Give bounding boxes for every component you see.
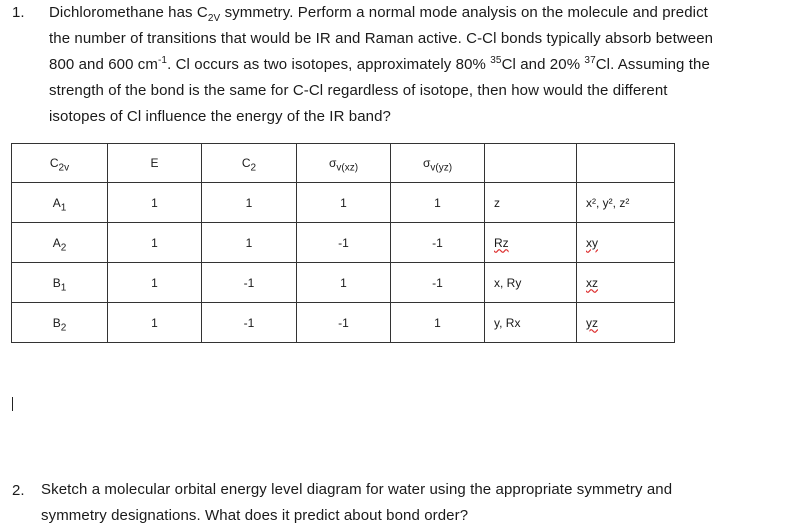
char-sv-yz: 1	[391, 303, 485, 343]
c2v-character-table	[11, 143, 675, 343]
char-sv-xz: -1	[297, 303, 391, 343]
char-sv-xz: 1	[297, 263, 391, 303]
question-2-line-1: Sketch a molecular orbital energy level diagram for water using the appropriate symmetry and	[41, 481, 673, 498]
question-1-line-5: isotopes of Cl influence the energy of the IR band?	[49, 108, 391, 125]
text-cursor[interactable]	[12, 397, 13, 411]
header-quadratic	[577, 144, 675, 183]
char-c2: -1	[202, 303, 297, 343]
char-c2: 1	[202, 223, 297, 263]
question-2-line-2: symmetry designations. What does it predict about bond order?	[41, 507, 469, 524]
question-2-number: 2.	[12, 482, 25, 499]
linear-functions: y, Rx	[485, 303, 577, 343]
quadratic-functions: x², y², z²	[577, 183, 675, 223]
table-row	[12, 303, 675, 343]
table-row	[12, 183, 675, 223]
char-e: 1	[108, 183, 202, 223]
question-1-line-3: 800 and 600 $cm^{-1}$. Cl occurs as two isotopes, approximately 80% $^{35}$Cl and 20% $^{37}$Cl. Assuming the	[49, 55, 710, 73]
header-c2: $C_2$	[202, 144, 297, 183]
quadratic-functions: xy	[577, 223, 675, 263]
header-e: E	[108, 144, 202, 183]
table-header-row	[12, 144, 675, 183]
question-1-text	[49, 0, 713, 130]
char-sv-yz: 1	[391, 183, 485, 223]
irrep-cell: $B_2$	[12, 303, 108, 343]
header-sigma-v-xz: $\sigma_{v(xz)}$	[297, 144, 391, 183]
char-sv-yz: -1	[391, 223, 485, 263]
char-sv-xz: 1	[297, 183, 391, 223]
quadratic-functions: yz	[577, 303, 675, 343]
quadratic-functions: xz	[577, 263, 675, 303]
char-e: 1	[108, 263, 202, 303]
linear-functions: Rz	[485, 223, 577, 263]
char-c2: 1	[202, 183, 297, 223]
irrep-cell: $B_1$	[12, 263, 108, 303]
irrep-cell: $A_2$	[12, 223, 108, 263]
question-1-line-4: strength of the bond is the same for C-Cl regardless of isotope, then how would the different	[49, 82, 668, 99]
linear-functions: z	[485, 183, 577, 223]
header-linear	[485, 144, 577, 183]
header-point-group: $C_{2v}$	[12, 144, 108, 183]
linear-functions: x, Ry	[485, 263, 577, 303]
table-row	[12, 263, 675, 303]
question-1-line-1: Dichloromethane has $C_{2V}$ symmetry. Perform a normal mode analysis on the molecule and predict	[49, 4, 708, 24]
char-sv-xz: -1	[297, 223, 391, 263]
char-c2: -1	[202, 263, 297, 303]
question-1-number: 1.	[12, 4, 25, 21]
irrep-cell: $A_1$	[12, 183, 108, 223]
question-2-text	[41, 477, 672, 529]
question-1-line-2: the number of transitions that would be IR and Raman active. C-Cl bonds typically absorb between	[49, 30, 714, 47]
char-e: 1	[108, 303, 202, 343]
char-e: 1	[108, 223, 202, 263]
char-sv-yz: -1	[391, 263, 485, 303]
header-sigma-v-yz: $\sigma_{v(yz)}$	[391, 144, 485, 183]
table-row	[12, 223, 675, 263]
